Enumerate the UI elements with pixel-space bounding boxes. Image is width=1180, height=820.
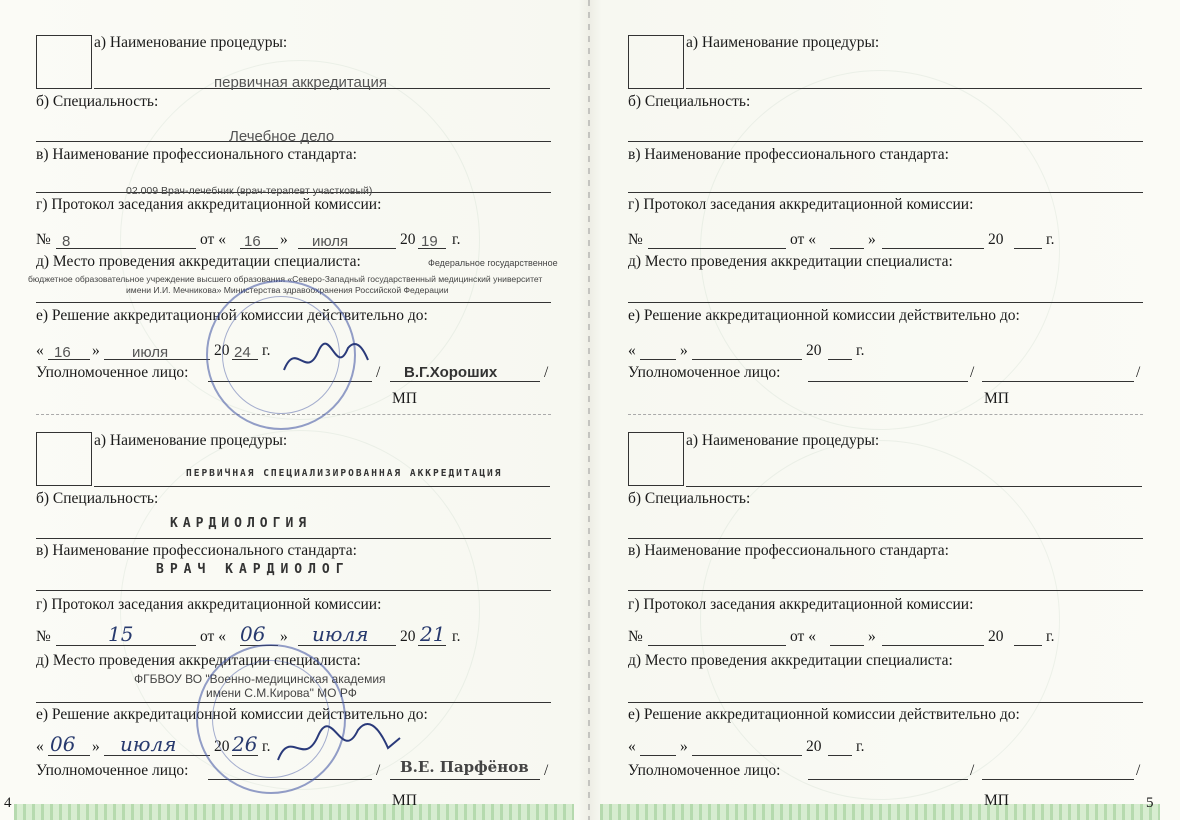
slash: / — [970, 762, 975, 779]
decorative-border — [600, 804, 1160, 820]
quote: « — [628, 342, 636, 359]
authorized-person-label: Уполномоченное лицо: — [628, 762, 781, 779]
underline — [1014, 248, 1042, 249]
protocol-day: 06 — [240, 622, 266, 646]
procedure-value: ПЕРВИЧНАЯ СПЕЦИАЛИЗИРОВАННАЯ АККРЕДИТАЦИЯ — [186, 468, 503, 479]
year-prefix: 20 — [214, 342, 230, 359]
underline — [628, 141, 1143, 142]
procedure-value: первичная аккредитация — [214, 74, 387, 91]
underline — [94, 486, 550, 487]
procedure-label: а) Наименование процедуры: — [94, 34, 288, 51]
accreditation-block-2 — [36, 428, 556, 820]
quote: » — [868, 231, 876, 248]
quote: » — [92, 738, 100, 755]
underline — [808, 779, 968, 780]
valid-year: 24 — [234, 344, 251, 361]
number-sign: № — [36, 231, 51, 248]
underline — [828, 359, 852, 360]
checkbox — [36, 35, 92, 89]
protocol-label: г) Протокол заседания аккредитационной комиссии: — [36, 596, 382, 613]
specialty-label: б) Специальность: — [36, 93, 159, 110]
year-suffix: г. — [262, 738, 271, 755]
underline — [830, 645, 864, 646]
specialty-value: Лечебное дело — [229, 128, 335, 145]
page-number: 4 — [4, 795, 12, 811]
year-suffix: г. — [1046, 231, 1055, 248]
quote: « — [628, 738, 636, 755]
authorized-person-label: Уполномоченное лицо: — [36, 762, 189, 779]
underline — [1014, 645, 1042, 646]
place-label: д) Место проведения аккредитации специалиста: — [628, 253, 953, 270]
standard-label: в) Наименование профессионального стандарта: — [36, 542, 357, 559]
valid-until-label: е) Решение аккредитационной комиссии действительно до: — [36, 307, 428, 324]
standard-value: ВРАЧ КАРДИОЛОГ — [156, 562, 350, 577]
from-label: от « — [790, 231, 816, 248]
slash: / — [376, 364, 381, 381]
accreditation-block-4 — [628, 428, 1148, 820]
year-prefix: 20 — [806, 738, 822, 755]
year-prefix: 20 — [988, 628, 1004, 645]
underline — [686, 88, 1142, 89]
year-suffix: г. — [452, 628, 461, 645]
underline — [982, 779, 1134, 780]
slash: / — [1136, 762, 1141, 779]
quote: » — [92, 342, 100, 359]
underline — [982, 381, 1134, 382]
slash: / — [544, 364, 549, 381]
checkbox — [36, 432, 92, 486]
valid-month: июля — [120, 732, 177, 756]
underline — [56, 248, 196, 249]
decorative-border — [14, 804, 574, 820]
underline — [628, 590, 1143, 591]
underline — [882, 645, 984, 646]
specialty-label: б) Специальность: — [628, 490, 751, 507]
quote: » — [868, 628, 876, 645]
quote: » — [680, 342, 688, 359]
protocol-label: г) Протокол заседания аккредитационной комиссии: — [628, 196, 974, 213]
protocol-label: г) Протокол заседания аккредитационной комиссии: — [628, 596, 974, 613]
place-value-3: имени И.И. Мечникова» Министерства здравоохранения Российской Федерации — [126, 285, 449, 295]
year-suffix: г. — [856, 342, 865, 359]
protocol-number: 8 — [62, 233, 71, 250]
valid-year: 26 — [232, 732, 258, 756]
underline — [628, 192, 1143, 193]
underline — [628, 538, 1143, 539]
year-prefix: 20 — [400, 231, 416, 248]
authorized-person-name: В.Г.Хороших — [404, 364, 498, 381]
right-page — [590, 0, 1180, 820]
underline — [648, 645, 786, 646]
procedure-label: а) Наименование процедуры: — [686, 34, 880, 51]
quote: « — [36, 738, 44, 755]
standard-label: в) Наименование профессионального стандарта: — [36, 146, 357, 163]
year-suffix: г. — [452, 231, 461, 248]
number-sign: № — [628, 231, 643, 248]
year-prefix: 20 — [806, 342, 822, 359]
underline — [882, 248, 984, 249]
accreditation-block-1 — [28, 30, 558, 422]
underline — [36, 538, 551, 539]
slash: / — [544, 762, 549, 779]
underline — [628, 702, 1143, 703]
underline — [390, 779, 540, 780]
checkbox — [628, 432, 684, 486]
valid-until-label: е) Решение аккредитационной комиссии действительно до: — [628, 307, 1020, 324]
underline — [628, 302, 1143, 303]
year-prefix: 20 — [214, 738, 230, 755]
underline — [36, 590, 551, 591]
valid-until-label: е) Решение аккредитационной комиссии действительно до: — [36, 706, 428, 723]
underline — [692, 755, 802, 756]
protocol-day: 16 — [244, 233, 261, 250]
slash: / — [970, 364, 975, 381]
seal-place-label: МП — [984, 792, 1009, 809]
divider — [628, 414, 1143, 415]
slash: / — [376, 762, 381, 779]
underline — [640, 755, 676, 756]
protocol-number: 15 — [108, 622, 134, 646]
year-prefix: 20 — [988, 231, 1004, 248]
seal-place-label: МП — [392, 792, 417, 809]
specialty-value: КАРДИОЛОГИЯ — [170, 516, 312, 531]
underline — [808, 381, 968, 382]
underline — [828, 755, 852, 756]
protocol-label: г) Протокол заседания аккредитационной комиссии: — [36, 196, 382, 213]
underline — [830, 248, 864, 249]
valid-day: 16 — [54, 344, 71, 361]
seal-place-label: МП — [984, 390, 1009, 407]
procedure-label: а) Наименование процедуры: — [686, 432, 880, 449]
underline — [390, 381, 540, 382]
year-suffix: г. — [1046, 628, 1055, 645]
place-label: д) Место проведения аккредитации специалиста: — [36, 253, 361, 270]
underline — [648, 248, 786, 249]
place-value-2: имени С.М.Кирова" МО РФ — [206, 686, 357, 700]
specialty-label: б) Специальность: — [628, 93, 751, 110]
from-label: от « — [790, 628, 816, 645]
quote: » — [280, 231, 288, 248]
seal-place-label: МП — [392, 390, 417, 407]
checkbox — [628, 35, 684, 89]
from-label: от « — [200, 628, 226, 645]
number-sign: № — [36, 628, 51, 645]
place-value-1: ФГБВОУ ВО "Военно-медицинская академия — [134, 672, 386, 686]
specialty-label: б) Специальность: — [36, 490, 159, 507]
year-suffix: г. — [262, 342, 271, 359]
authorized-person-label: Уполномоченное лицо: — [36, 364, 189, 381]
quote: « — [36, 342, 44, 359]
protocol-year: 21 — [420, 622, 446, 646]
year-suffix: г. — [856, 738, 865, 755]
quote: » — [280, 628, 288, 645]
protocol-year: 19 — [421, 233, 438, 250]
underline — [686, 486, 1142, 487]
signature — [276, 330, 376, 390]
protocol-month: июля — [312, 233, 349, 250]
place-value-1: Федеральное государственное — [428, 258, 558, 268]
standard-label: в) Наименование профессионального стандарта: — [628, 542, 949, 559]
accreditation-block-3 — [628, 30, 1148, 422]
underline — [640, 359, 676, 360]
protocol-month: июля — [312, 622, 369, 646]
from-label: от « — [200, 231, 226, 248]
place-value-2: бюджетное образовательное учреждение высшего образования «Северо-Западный государственный медицинский университет — [28, 274, 543, 284]
valid-month: июля — [132, 344, 169, 361]
standard-value: 02.009 Врач-лечебник (врач-терапевт участковый) — [126, 185, 373, 197]
slash: / — [1136, 364, 1141, 381]
authorized-person-name: В.Е. Парфёнов — [400, 758, 529, 776]
valid-until-label: е) Решение аккредитационной комиссии действительно до: — [628, 706, 1020, 723]
standard-label: в) Наименование профессионального стандарта: — [628, 146, 949, 163]
valid-day: 06 — [50, 732, 76, 756]
year-prefix: 20 — [400, 628, 416, 645]
place-label: д) Место проведения аккредитации специалиста: — [628, 652, 953, 669]
number-sign: № — [628, 628, 643, 645]
place-label: д) Место проведения аккредитации специалиста: — [36, 652, 361, 669]
authorized-person-label: Уполномоченное лицо: — [628, 364, 781, 381]
signature — [268, 708, 408, 778]
underline — [692, 359, 802, 360]
procedure-label: а) Наименование процедуры: — [94, 432, 288, 449]
quote: » — [680, 738, 688, 755]
page-number: 5 — [1146, 795, 1154, 811]
